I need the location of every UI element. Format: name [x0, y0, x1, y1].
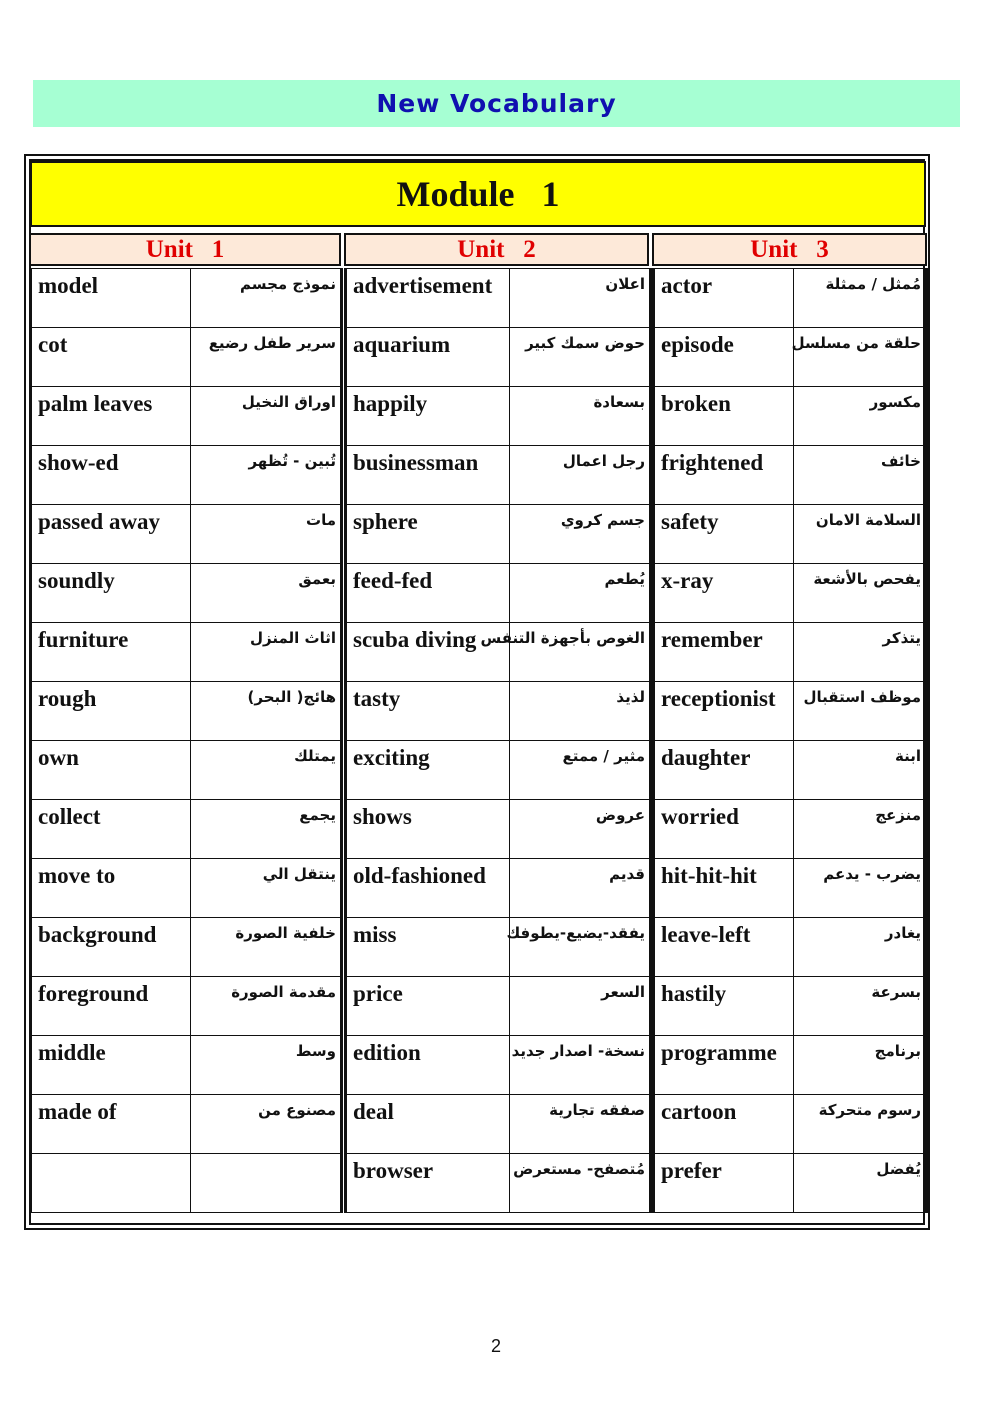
- english-word: old-fashioned: [353, 863, 486, 888]
- english-cell: [654, 269, 794, 328]
- arabic-translation: [191, 1154, 340, 1160]
- vocab-row: [654, 564, 927, 623]
- arabic-translation: حلقة من مسلسل: [791, 334, 921, 352]
- english-word: leave-left: [661, 922, 751, 947]
- vocab-row: [31, 977, 342, 1036]
- arabic-cell: [191, 446, 342, 505]
- vocab-row: [31, 741, 342, 800]
- english-cell: [654, 446, 794, 505]
- arabic-translation: يُفضل: [876, 1160, 921, 1178]
- arabic-cell: [794, 623, 927, 682]
- vocab-row: [346, 1154, 651, 1213]
- vocab-row: [654, 800, 927, 859]
- arabic-translation: خائف: [881, 452, 921, 470]
- arabic-translation: اعلان: [605, 275, 645, 293]
- vocab-row: [654, 859, 927, 918]
- english-word: frightened: [661, 450, 764, 475]
- english-cell: [346, 859, 510, 918]
- arabic-cell: [510, 859, 651, 918]
- unit-2-table: [344, 268, 652, 1213]
- english-cell: [346, 505, 510, 564]
- arabic-cell: [794, 446, 927, 505]
- arabic-cell: [510, 328, 651, 387]
- arabic-cell: [794, 859, 927, 918]
- arabic-cell: [794, 918, 927, 977]
- english-word: middle: [38, 1040, 106, 1065]
- english-word: receptionist: [661, 686, 776, 711]
- arabic-translation: بسعادة: [593, 393, 645, 411]
- arabic-cell: [191, 269, 342, 328]
- vocab-row: [31, 446, 342, 505]
- unit-label: Unit 3: [750, 235, 829, 263]
- arabic-translation: صفقه تجارية: [549, 1101, 645, 1119]
- vocab-row: [654, 328, 927, 387]
- arabic-cell: [791, 328, 927, 387]
- english-word: shows: [353, 804, 412, 829]
- arabic-cell: [794, 505, 927, 564]
- arabic-cell: [794, 800, 927, 859]
- english-word: model: [38, 273, 99, 298]
- arabic-translation: وسط: [295, 1042, 336, 1060]
- arabic-translation: تُبين - تُظهر: [248, 452, 336, 470]
- english-word: daughter: [661, 745, 751, 770]
- english-word: aquarium: [353, 332, 451, 357]
- arabic-cell: [510, 800, 651, 859]
- arabic-cell: [191, 859, 342, 918]
- vocab-row: [346, 859, 651, 918]
- page-number: 2: [490, 1336, 501, 1356]
- english-cell: [31, 800, 191, 859]
- arabic-cell: [191, 800, 342, 859]
- english-cell: [31, 918, 191, 977]
- english-word: soundly: [38, 568, 115, 593]
- english-cell: [346, 1095, 510, 1154]
- arabic-translation: موظف استقبال: [803, 688, 921, 706]
- vocab-row: [346, 1036, 651, 1095]
- arabic-cell: [510, 682, 651, 741]
- arabic-translation: ابنة: [895, 747, 921, 765]
- english-cell: [31, 859, 191, 918]
- english-cell: [31, 269, 191, 328]
- english-word: own: [38, 745, 79, 770]
- arabic-translation: خلفية الصورة: [235, 924, 336, 942]
- page-banner: [33, 80, 960, 127]
- arabic-cell: [794, 387, 927, 446]
- english-word: x-ray: [661, 568, 714, 593]
- vocab-row: [346, 387, 651, 446]
- arabic-translation: يُطعم: [604, 570, 645, 588]
- english-word: businessman: [353, 450, 479, 475]
- english-cell: [31, 1154, 191, 1213]
- english-cell: [346, 1154, 510, 1213]
- english-word: exciting: [353, 745, 430, 770]
- english-cell: [654, 564, 794, 623]
- vocab-row: [346, 269, 651, 328]
- english-cell: [346, 387, 510, 446]
- arabic-cell: [191, 505, 342, 564]
- arabic-translation: مصنوع من: [258, 1101, 336, 1119]
- arabic-translation: يغادر: [884, 924, 921, 942]
- vocab-row: [654, 1095, 927, 1154]
- vocab-row: [654, 387, 927, 446]
- arabic-cell: [794, 977, 927, 1036]
- english-cell: [654, 682, 794, 741]
- english-cell: [31, 682, 191, 741]
- arabic-cell: [510, 1154, 651, 1213]
- english-cell: [654, 505, 794, 564]
- arabic-translation: السعر: [601, 983, 645, 1001]
- english-word: advertisement: [353, 273, 493, 298]
- vocab-row: [346, 800, 651, 859]
- english-word: remember: [661, 627, 763, 652]
- vocab-row: [346, 741, 651, 800]
- english-word: hastily: [661, 981, 727, 1006]
- arabic-cell: [510, 446, 651, 505]
- english-word: tasty: [353, 686, 401, 711]
- english-cell: [346, 328, 510, 387]
- english-word: happily: [353, 391, 428, 416]
- english-cell: [654, 859, 794, 918]
- arabic-cell: [191, 977, 342, 1036]
- arabic-translation: يتذكر: [882, 629, 921, 647]
- english-word: [32, 1154, 190, 1158]
- vocab-row: [346, 682, 651, 741]
- vocab-row: [346, 505, 651, 564]
- vocab-row: [346, 918, 651, 977]
- english-word: episode: [661, 332, 734, 357]
- english-word: edition: [353, 1040, 421, 1065]
- vocab-row: [346, 977, 651, 1036]
- english-word: actor: [661, 273, 713, 298]
- english-cell: [31, 564, 191, 623]
- unit-headers: [29, 233, 927, 266]
- english-cell: [654, 800, 794, 859]
- arabic-cell: [510, 269, 651, 328]
- arabic-translation: يفحص بالأشعة: [813, 570, 921, 588]
- english-word: price: [353, 981, 403, 1006]
- english-cell: [346, 682, 510, 741]
- arabic-cell: [506, 918, 651, 977]
- english-cell: [654, 387, 794, 446]
- arabic-cell: [191, 328, 342, 387]
- arabic-translation: نسخة- اصدار جديد: [511, 1042, 645, 1060]
- english-cell: [654, 1154, 794, 1213]
- english-cell: [31, 1095, 191, 1154]
- arabic-translation: ينتقل الي: [262, 865, 336, 883]
- arabic-cell: [191, 564, 342, 623]
- arabic-translation: يمتلك: [294, 747, 336, 765]
- arabic-cell: [510, 741, 651, 800]
- arabic-translation: رجل اعمال: [562, 452, 645, 470]
- vocab-row: [654, 446, 927, 505]
- arabic-cell: [191, 387, 342, 446]
- arabic-translation: مقدمة الصورة: [231, 983, 336, 1001]
- vocab-row: [346, 1095, 651, 1154]
- english-cell: [346, 1036, 510, 1095]
- arabic-translation: قديم: [609, 865, 645, 883]
- english-cell: [31, 977, 191, 1036]
- english-word: programme: [661, 1040, 777, 1065]
- arabic-cell: [510, 977, 651, 1036]
- arabic-translation: لذيذ: [616, 688, 645, 706]
- arabic-translation: عروض: [595, 806, 645, 824]
- unit-label: Unit 1: [145, 235, 225, 263]
- english-cell: [31, 446, 191, 505]
- english-cell: [346, 269, 510, 328]
- english-cell: [31, 328, 191, 387]
- english-cell: [31, 505, 191, 564]
- vocab-row: [654, 977, 927, 1036]
- english-word: collect: [38, 804, 101, 829]
- vocab-row: [654, 505, 927, 564]
- english-word: passed away: [38, 509, 161, 534]
- english-word: prefer: [661, 1158, 722, 1183]
- arabic-translation: السلامة الامان: [815, 511, 921, 529]
- vocab-row: [31, 918, 342, 977]
- vocab-row: [31, 328, 342, 387]
- vocab-row: [31, 269, 342, 328]
- arabic-translation: الغوص بأجهزة التنفس: [480, 629, 645, 647]
- english-cell: [31, 741, 191, 800]
- vocab-row: [31, 387, 342, 446]
- arabic-cell: [191, 918, 342, 977]
- arabic-cell: [510, 564, 651, 623]
- arabic-cell: [794, 741, 927, 800]
- arabic-cell: [510, 1036, 651, 1095]
- english-word: rough: [38, 686, 97, 711]
- arabic-translation: جسم كروي: [560, 511, 645, 529]
- arabic-cell: [510, 387, 651, 446]
- arabic-cell: [510, 505, 651, 564]
- vocab-row: [31, 1036, 342, 1095]
- unit-3-table: [652, 268, 928, 1213]
- english-word: move to: [38, 863, 116, 888]
- vocab-row: [346, 623, 651, 682]
- vocab-row: [31, 682, 342, 741]
- english-cell: [346, 800, 510, 859]
- english-cell: [654, 1036, 794, 1095]
- vocab-row: [654, 1154, 927, 1213]
- english-cell: [654, 741, 794, 800]
- arabic-cell: [191, 1154, 342, 1213]
- unit-label: Unit 2: [457, 235, 536, 263]
- english-word: scuba diving: [353, 627, 477, 652]
- english-word: deal: [353, 1099, 394, 1124]
- arabic-translation: رسوم متحركة: [818, 1101, 921, 1119]
- arabic-translation: مُمثل / ممثلة: [825, 275, 921, 293]
- english-word: cartoon: [661, 1099, 737, 1124]
- english-cell: [654, 1095, 794, 1154]
- english-word: foreground: [38, 981, 149, 1006]
- arabic-cell: [794, 1036, 927, 1095]
- english-word: feed-fed: [353, 568, 433, 593]
- english-word: made of: [38, 1099, 117, 1124]
- arabic-cell: [794, 1154, 927, 1213]
- arabic-cell: [191, 682, 342, 741]
- english-word: miss: [353, 922, 397, 947]
- unit-header-1: [29, 233, 341, 266]
- english-word: browser: [353, 1158, 434, 1183]
- english-word: background: [38, 922, 157, 947]
- english-word: worried: [661, 804, 739, 829]
- arabic-translation: بسرعة: [871, 983, 921, 1001]
- english-word: palm leaves: [38, 391, 153, 416]
- english-cell: [654, 623, 794, 682]
- english-cell: [654, 977, 794, 1036]
- vocab-row: [346, 564, 651, 623]
- arabic-cell: [191, 1095, 342, 1154]
- unit-header-3: [652, 233, 927, 266]
- arabic-cell: [794, 269, 927, 328]
- english-cell: [31, 387, 191, 446]
- vocab-row: [31, 1095, 342, 1154]
- vocab-row: [31, 623, 342, 682]
- module-title: Module 1: [396, 174, 560, 214]
- arabic-translation: هائج( البحر): [247, 688, 336, 706]
- english-cell: [346, 918, 510, 977]
- vocab-row: [654, 623, 927, 682]
- arabic-cell: [510, 1095, 651, 1154]
- english-cell: [654, 328, 794, 387]
- vocab-row: [31, 1154, 342, 1213]
- vocab-row: [346, 328, 651, 387]
- arabic-translation: اثاث المنزل: [249, 629, 336, 647]
- english-cell: [654, 918, 794, 977]
- english-cell: [31, 623, 191, 682]
- arabic-translation: نموذج مجسم: [240, 275, 336, 293]
- vocab-row: [654, 1036, 927, 1095]
- arabic-cell: [794, 682, 927, 741]
- vocab-row: [31, 564, 342, 623]
- arabic-translation: يفقد-يضيع-يطوفك: [506, 924, 645, 942]
- arabic-translation: بعمق: [298, 570, 336, 588]
- english-word: furniture: [38, 627, 129, 652]
- arabic-cell: [191, 1036, 342, 1095]
- english-word: hit-hit-hit: [661, 863, 757, 888]
- english-word: cot: [38, 332, 68, 357]
- vocab-row: [31, 859, 342, 918]
- vocab-row: [654, 918, 927, 977]
- arabic-translation: مكسور: [869, 393, 921, 411]
- vocab-row: [654, 269, 927, 328]
- vocab-row: [31, 505, 342, 564]
- unit-header-2: [344, 233, 649, 266]
- english-word: sphere: [353, 509, 418, 534]
- vocab-row: [346, 446, 651, 505]
- arabic-cell: [794, 564, 927, 623]
- arabic-cell: [480, 623, 651, 682]
- english-word: broken: [661, 391, 731, 416]
- arabic-translation: سرير طفل رضيع: [208, 334, 336, 352]
- arabic-translation: مات: [306, 511, 336, 529]
- unit-1-table: [29, 268, 343, 1213]
- english-cell: [346, 741, 510, 800]
- arabic-translation: يضرب - يدعم: [823, 865, 921, 883]
- arabic-translation: مثير / ممتع: [562, 747, 645, 765]
- english-cell: [346, 446, 510, 505]
- vocab-row: [654, 741, 927, 800]
- arabic-translation: مُتصفح- مستعرض: [513, 1160, 645, 1178]
- arabic-translation: يجمع: [299, 806, 336, 824]
- arabic-cell: [794, 1095, 927, 1154]
- arabic-translation: منزعج: [875, 806, 921, 824]
- arabic-translation: اوراق النخيل: [241, 393, 336, 411]
- arabic-cell: [191, 741, 342, 800]
- english-cell: [31, 1036, 191, 1095]
- vocab-row: [31, 800, 342, 859]
- english-word: show-ed: [38, 450, 119, 475]
- arabic-translation: حوض سمك كبير: [525, 334, 645, 352]
- english-cell: [346, 977, 510, 1036]
- english-cell: [346, 564, 510, 623]
- english-word: safety: [661, 509, 719, 534]
- banner-title: New Vocabulary: [376, 89, 617, 118]
- vocab-row: [654, 682, 927, 741]
- arabic-translation: برنامج: [874, 1042, 921, 1060]
- arabic-cell: [191, 623, 342, 682]
- module-header: [30, 161, 926, 227]
